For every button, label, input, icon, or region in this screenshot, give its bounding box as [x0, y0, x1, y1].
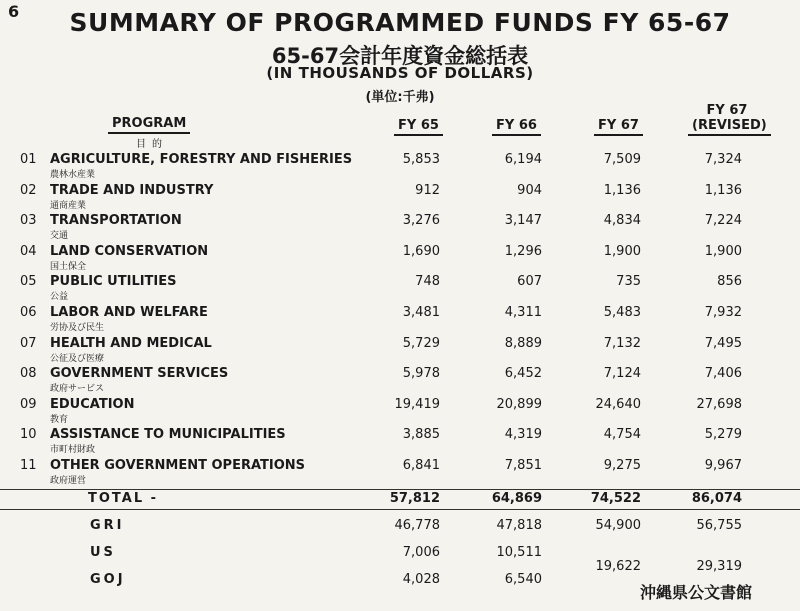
- row-program-japanese: 政府サービス: [50, 384, 105, 394]
- row-program-name: HEALTH AND MEDICAL: [50, 336, 212, 351]
- header-fy65: FY 65: [394, 118, 443, 133]
- row-fy67: 9,275: [603, 458, 641, 473]
- row-code: 02: [20, 183, 37, 198]
- row-code: 08: [20, 366, 37, 381]
- row-program-name: LAND CONSERVATION: [50, 244, 209, 259]
- row-fy65: 6,841: [402, 458, 440, 473]
- row-fy67-revised: 1,900: [704, 244, 742, 259]
- row-fy67-revised: 7,224: [704, 213, 742, 228]
- row-fy67-revised: 9,967: [704, 458, 742, 473]
- row-code: 10: [20, 427, 37, 442]
- row-program-name: PUBLIC UTILITIES: [50, 274, 177, 289]
- row-fy67-revised: 27,698: [696, 397, 742, 412]
- row-program-name: TRANSPORTATION: [50, 213, 182, 228]
- row-fy65: 5,978: [402, 366, 440, 381]
- row-program-name: GOVERNMENT SERVICES: [50, 366, 229, 381]
- row-program-name: AGRICULTURE, FORESTRY AND FISHERIES: [50, 152, 353, 167]
- row-fy66: 8,889: [504, 336, 542, 351]
- row-program-japanese: 公益: [50, 292, 69, 302]
- total-fy67: 74,522: [590, 491, 641, 506]
- total-fy65: 57,812: [389, 491, 440, 506]
- row-program-japanese: 通商産業: [50, 201, 87, 211]
- units-note: (IN THOUSANDS OF DOLLARS): [266, 64, 534, 82]
- row-program-name: TRADE AND INDUSTRY: [50, 183, 214, 198]
- row-fy65: 912: [415, 183, 440, 198]
- units-note-japanese: (単位:千弗): [365, 90, 435, 105]
- source-fy66: 47,818: [496, 518, 542, 533]
- row-fy67-revised: 7,495: [704, 336, 742, 351]
- row-fy66: 4,311: [504, 305, 542, 320]
- row-fy66: 4,319: [504, 427, 542, 442]
- header-fy66: FY 66: [492, 118, 541, 133]
- row-fy65: 5,729: [402, 336, 440, 351]
- row-fy65: 3,481: [402, 305, 440, 320]
- us-goj-combined-fy67: 19,622: [595, 559, 641, 574]
- row-fy66: 6,194: [504, 152, 542, 167]
- row-program-japanese: 政府運営: [50, 476, 87, 486]
- header-fy67: FY 67: [594, 118, 643, 133]
- row-code: 05: [20, 274, 37, 289]
- row-fy66: 7,851: [504, 458, 542, 473]
- row-fy67: 24,640: [595, 397, 641, 412]
- row-fy65: 5,853: [402, 152, 440, 167]
- page-title-japanese: 65-67会計年度資金総括表: [271, 44, 529, 68]
- row-code: 04: [20, 244, 37, 259]
- row-program-name: LABOR AND WELFARE: [50, 305, 208, 320]
- row-program-japanese: 交通: [50, 231, 69, 241]
- page-title: SUMMARY OF PROGRAMMED FUNDS FY 65-67: [69, 8, 731, 37]
- row-fy67: 7,132: [603, 336, 641, 351]
- row-fy67: 1,136: [603, 183, 641, 198]
- row-program-japanese: 教育: [50, 415, 69, 425]
- row-fy65: 748: [415, 274, 440, 289]
- row-program-japanese: 公征及び医療: [50, 354, 105, 364]
- total-fy67-revised: 86,074: [691, 491, 742, 506]
- row-fy67-revised: 7,324: [704, 152, 742, 167]
- row-code: 03: [20, 213, 37, 228]
- source-fy65: 7,006: [402, 545, 440, 560]
- row-fy66: 20,899: [496, 397, 542, 412]
- page-number: 6: [8, 2, 20, 21]
- row-fy67: 735: [616, 274, 641, 289]
- total-rule-top: [0, 489, 800, 490]
- row-code: 01: [20, 152, 37, 167]
- row-fy67-revised: 5,279: [704, 427, 742, 442]
- row-program-name: OTHER GOVERNMENT OPERATIONS: [50, 458, 306, 473]
- row-fy67-revised: 856: [717, 274, 742, 289]
- row-fy67: 7,124: [603, 366, 641, 381]
- row-program-name: ASSISTANCE TO MUNICIPALITIES: [50, 427, 286, 442]
- archive-stamp: 沖縄県公文書館: [640, 583, 753, 602]
- source-label: US: [90, 545, 116, 560]
- row-fy65: 3,885: [402, 427, 440, 442]
- source-label: GRI: [90, 518, 125, 533]
- header-program-japanese: 目的: [136, 139, 168, 150]
- header-fy67-revised: FY 67 (REVISED): [688, 103, 766, 133]
- row-fy65: 1,690: [402, 244, 440, 259]
- row-fy67: 4,754: [603, 427, 641, 442]
- row-fy66: 6,452: [504, 366, 542, 381]
- total-label: TOTAL -: [88, 491, 159, 506]
- row-fy66: 3,147: [504, 213, 542, 228]
- row-code: 11: [20, 458, 37, 473]
- row-code: 06: [20, 305, 37, 320]
- row-program-japanese: 農林水産業: [50, 170, 96, 180]
- row-fy66: 1,296: [504, 244, 542, 259]
- row-fy67: 1,900: [603, 244, 641, 259]
- row-fy66: 904: [517, 183, 542, 198]
- total-rule-bottom: [0, 509, 800, 510]
- row-code: 09: [20, 397, 37, 412]
- total-fy66: 64,869: [491, 491, 542, 506]
- row-program-japanese: 労协及び民生: [50, 323, 105, 333]
- source-label: GOJ: [90, 572, 126, 587]
- row-fy67-revised: 7,406: [704, 366, 742, 381]
- header-program: PROGRAM: [108, 116, 190, 131]
- row-fy67: 7,509: [603, 152, 641, 167]
- row-program-japanese: 市町村財政: [50, 445, 96, 455]
- source-fy66: 6,540: [504, 572, 542, 587]
- row-fy67-revised: 7,932: [704, 305, 742, 320]
- row-code: 07: [20, 336, 37, 351]
- row-fy67: 5,483: [603, 305, 641, 320]
- row-fy65: 19,419: [394, 397, 440, 412]
- source-fy67-revised: 56,755: [696, 518, 742, 533]
- source-fy65: 46,778: [394, 518, 440, 533]
- source-fy66: 10,511: [496, 545, 542, 560]
- us-goj-combined-fy67-revised: 29,319: [696, 559, 742, 574]
- source-fy67: 54,900: [595, 518, 641, 533]
- row-program-name: EDUCATION: [50, 397, 135, 412]
- row-program-japanese: 国土保全: [50, 262, 87, 272]
- row-fy66: 607: [517, 274, 542, 289]
- source-fy65: 4,028: [402, 572, 440, 587]
- row-fy65: 3,276: [402, 213, 440, 228]
- row-fy67: 4,834: [603, 213, 641, 228]
- row-fy67-revised: 1,136: [704, 183, 742, 198]
